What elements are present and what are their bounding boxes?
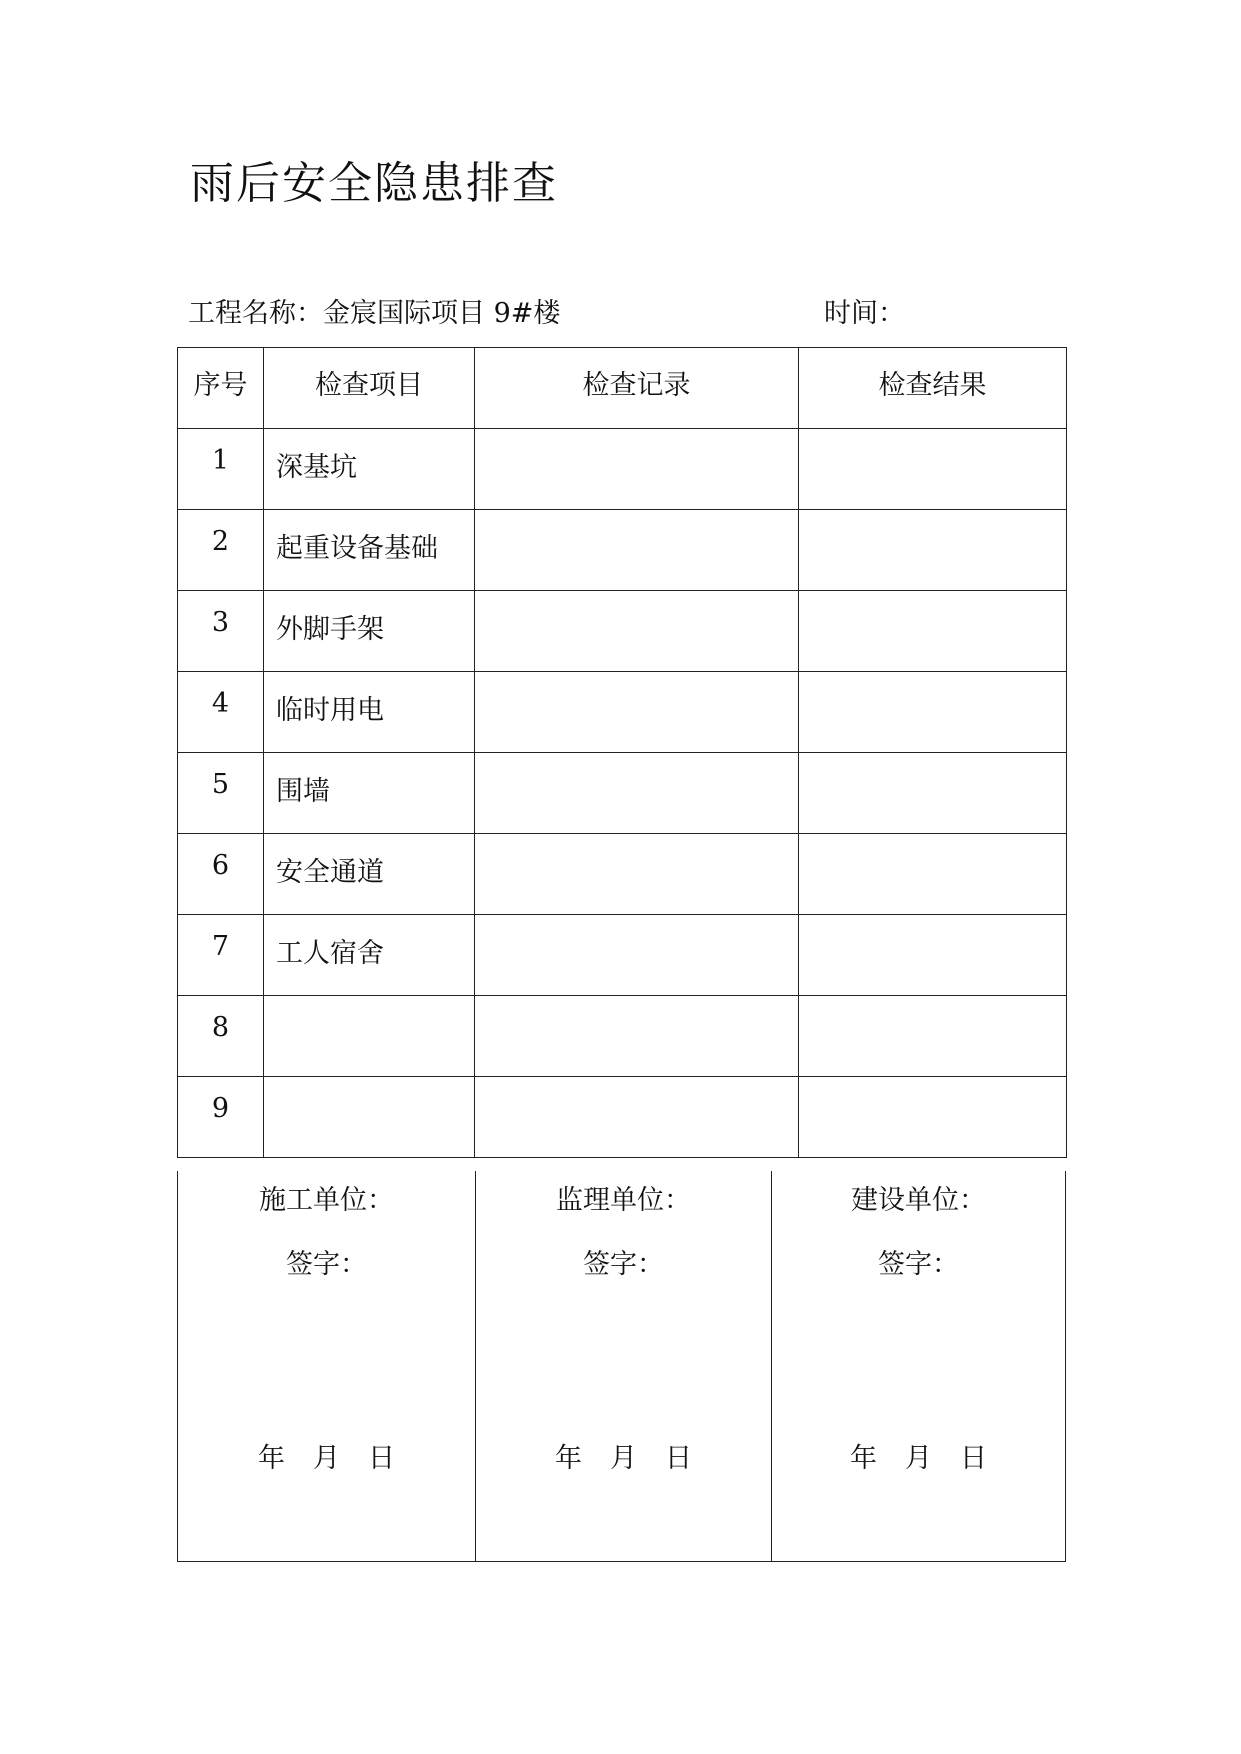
table-row: [178, 834, 1067, 915]
table-row: [178, 753, 1067, 834]
check-result-cell[interactable]: [799, 1077, 1067, 1158]
header-check-result: 检查结果: [799, 348, 1067, 429]
row-number: 3: [178, 591, 264, 672]
check-item: 围墙: [264, 753, 475, 834]
header-serial-no: 序号: [178, 348, 264, 429]
month-label: 月: [905, 1443, 932, 1474]
signature-section: [177, 1171, 1066, 1562]
project-name-label: 工程名称：金宸国际项目 9#楼: [188, 298, 561, 329]
month-label: 月: [610, 1443, 637, 1474]
table-row: [178, 429, 1067, 510]
date-line: [178, 1441, 475, 1477]
year-label: 年: [258, 1443, 285, 1474]
check-result-cell[interactable]: [799, 915, 1067, 996]
row-number: 6: [178, 834, 264, 915]
check-item: 安全通道: [264, 834, 475, 915]
page-title: 雨后安全隐患排查: [190, 158, 558, 209]
year-label: 年: [850, 1443, 877, 1474]
check-record-cell[interactable]: [475, 429, 799, 510]
time-label: 时间：: [824, 298, 905, 329]
row-number: 2: [178, 510, 264, 591]
check-item[interactable]: [264, 1077, 475, 1158]
signature-label: 签字：: [583, 1249, 664, 1280]
check-record-cell[interactable]: [475, 672, 799, 753]
check-result-cell[interactable]: [799, 996, 1067, 1077]
check-record-cell[interactable]: [475, 834, 799, 915]
row-number: 8: [178, 996, 264, 1077]
check-record-cell[interactable]: [475, 996, 799, 1077]
signature-label: 签字：: [878, 1249, 959, 1280]
inspection-table: [177, 347, 1067, 1158]
signature-block-supervision: [475, 1171, 771, 1561]
row-number: 9: [178, 1077, 264, 1158]
check-record-cell[interactable]: [475, 753, 799, 834]
inspection-sheet: [177, 347, 1066, 1562]
day-label: 日: [665, 1443, 692, 1474]
check-record-cell[interactable]: [475, 591, 799, 672]
check-item: 起重设备基础: [264, 510, 475, 591]
check-result-cell[interactable]: [799, 834, 1067, 915]
signature-block-owner: [771, 1171, 1065, 1561]
check-result-cell[interactable]: [799, 429, 1067, 510]
table-row: [178, 672, 1067, 753]
row-number: 4: [178, 672, 264, 753]
table-row: [178, 1077, 1067, 1158]
table-row: [178, 915, 1067, 996]
check-item: 外脚手架: [264, 591, 475, 672]
date-line: [476, 1441, 771, 1477]
check-item: 深基坑: [264, 429, 475, 510]
table-header-row: [178, 348, 1067, 429]
check-result-cell[interactable]: [799, 672, 1067, 753]
check-record-cell[interactable]: [475, 510, 799, 591]
day-label: 日: [960, 1443, 987, 1474]
table-row: [178, 996, 1067, 1077]
row-number: 7: [178, 915, 264, 996]
table-row: [178, 591, 1067, 672]
check-result-cell[interactable]: [799, 753, 1067, 834]
check-record-cell[interactable]: [475, 915, 799, 996]
check-item[interactable]: [264, 996, 475, 1077]
check-item: 临时用电: [264, 672, 475, 753]
year-label: 年: [555, 1443, 582, 1474]
owner-unit-label: 建设单位：: [851, 1185, 986, 1216]
table-row: [178, 510, 1067, 591]
month-label: 月: [313, 1443, 340, 1474]
construction-unit-label: 施工单位：: [259, 1185, 394, 1216]
signature-block-construction: [178, 1171, 475, 1561]
check-result-cell[interactable]: [799, 591, 1067, 672]
row-number: 5: [178, 753, 264, 834]
supervision-unit-label: 监理单位：: [556, 1185, 691, 1216]
signature-label: 签字：: [286, 1249, 367, 1280]
day-label: 日: [368, 1443, 395, 1474]
date-line: [772, 1441, 1065, 1477]
header-check-item: 检查项目: [264, 348, 475, 429]
check-record-cell[interactable]: [475, 1077, 799, 1158]
header-check-record: 检查记录: [475, 348, 799, 429]
check-item: 工人宿舍: [264, 915, 475, 996]
row-number: 1: [178, 429, 264, 510]
check-result-cell[interactable]: [799, 510, 1067, 591]
